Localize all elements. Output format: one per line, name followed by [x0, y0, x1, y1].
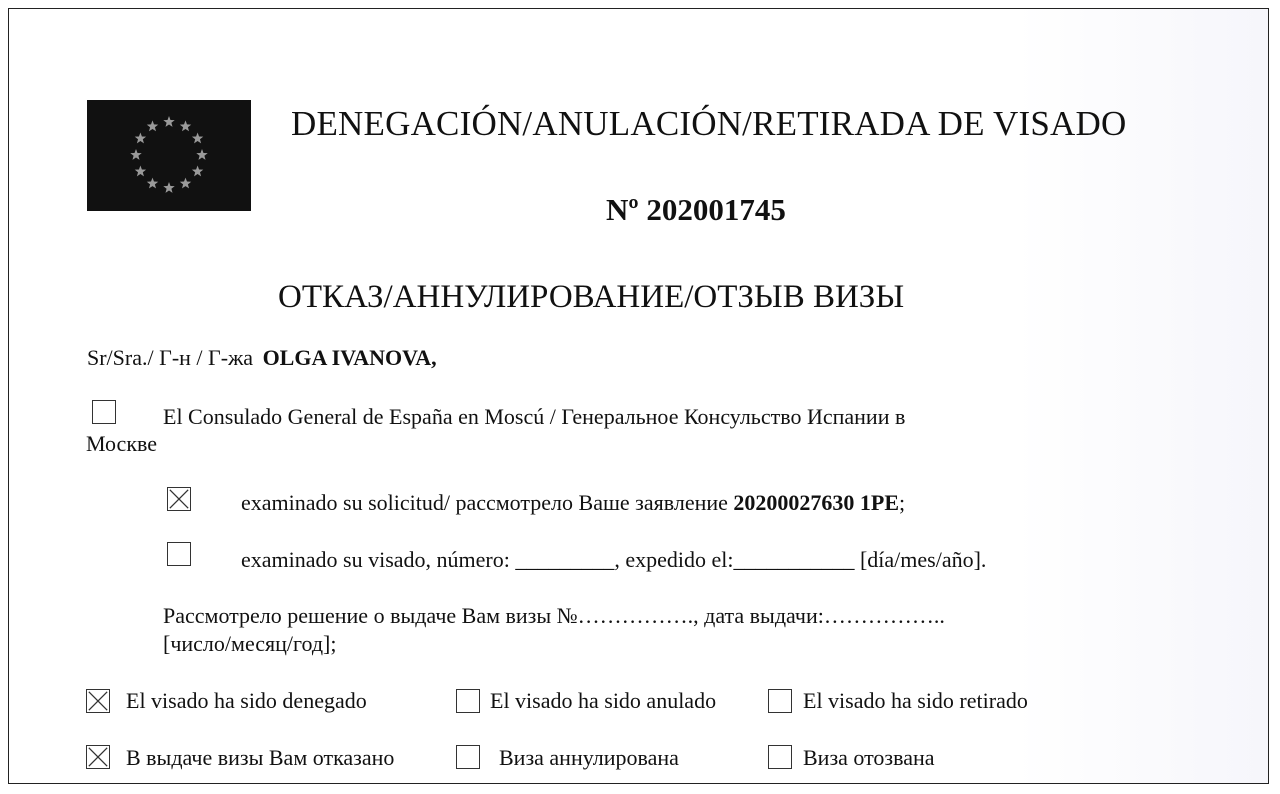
ru-decision-line2: [число/месяц/год];: [163, 631, 337, 656]
application-line: [241, 490, 905, 516]
visa-checkbox[interactable]: [167, 542, 191, 566]
document-title-ru: ОТКАЗ/АННУЛИРОВАНИЕ/ОТЗЫВ ВИЗЫ: [278, 279, 905, 315]
flag-star: [163, 116, 174, 127]
outcome-denied-label: El visado ha sido denegado: [126, 688, 367, 713]
outcome-annulled-label: El visado ha sido anulado: [490, 688, 717, 713]
flag-star: [135, 166, 146, 177]
consulate-text-line1: [163, 404, 1144, 430]
application-number: 20200027630 1PE: [733, 490, 900, 515]
check-x-icon: [87, 690, 109, 712]
outcome-ru-revoked-label: Виза отозвана: [803, 745, 935, 770]
consulate-checkbox[interactable]: [92, 400, 116, 424]
check-x-icon: [87, 746, 109, 768]
ru-decision-line1: Рассмотрело решение о выдаче Вам визы №……………., дата выдачи:……………..: [163, 603, 945, 628]
flag-star: [147, 120, 158, 131]
application-text: examinado su solicitud/ рассмотрело Ваше заявление: [241, 490, 728, 515]
consulate-text-line2: Москве: [86, 431, 158, 456]
outcome-denied-checkbox[interactable]: [86, 689, 110, 713]
flag-star: [147, 178, 158, 189]
application-checkbox[interactable]: [167, 487, 191, 511]
outcome-ru-annulled-checkbox[interactable]: [456, 745, 480, 769]
outcome-ru-denied-checkbox[interactable]: [86, 745, 110, 769]
outcome-revoked-checkbox[interactable]: [768, 689, 792, 713]
flag-star: [135, 133, 146, 144]
outcome-ru-annulled-label: Виза аннулирована: [499, 745, 679, 770]
eu-flag-icon: [87, 100, 251, 211]
application-tail: ;: [899, 490, 906, 515]
visa-line: examinado su visado, número: _________, expedido el:___________ [día/mes/año].: [241, 547, 987, 572]
flag-star: [192, 166, 203, 177]
addressee-name: OLGA IVANOVA,: [262, 345, 437, 370]
document-number: Nº 202001745: [606, 192, 786, 227]
outcome-ru-revoked-checkbox[interactable]: [768, 745, 792, 769]
consulate-text: El Consulado General de España en Moscú / Генеральное Консульство Испании в: [163, 404, 906, 429]
addressee-line: [87, 345, 437, 371]
check-x-icon: [168, 488, 190, 510]
flag-star: [163, 182, 174, 193]
flag-star: [180, 178, 191, 189]
flag-star: [180, 120, 191, 131]
outcome-revoked-label: El visado ha sido retirado: [803, 688, 1028, 713]
eu-flag-stars: [87, 100, 251, 211]
flag-star: [130, 149, 141, 160]
outcome-annulled-checkbox[interactable]: [456, 689, 480, 713]
flag-star: [196, 149, 207, 160]
flag-star: [192, 133, 203, 144]
outcome-ru-denied-label: В выдаче визы Вам отказано: [126, 745, 395, 770]
document-title: DENEGACIÓN/ANULACIÓN/RETIRADA DE VISADO: [291, 104, 1127, 143]
addressee-label: Sr/Sra./ Г-н / Г-жа: [87, 345, 254, 370]
